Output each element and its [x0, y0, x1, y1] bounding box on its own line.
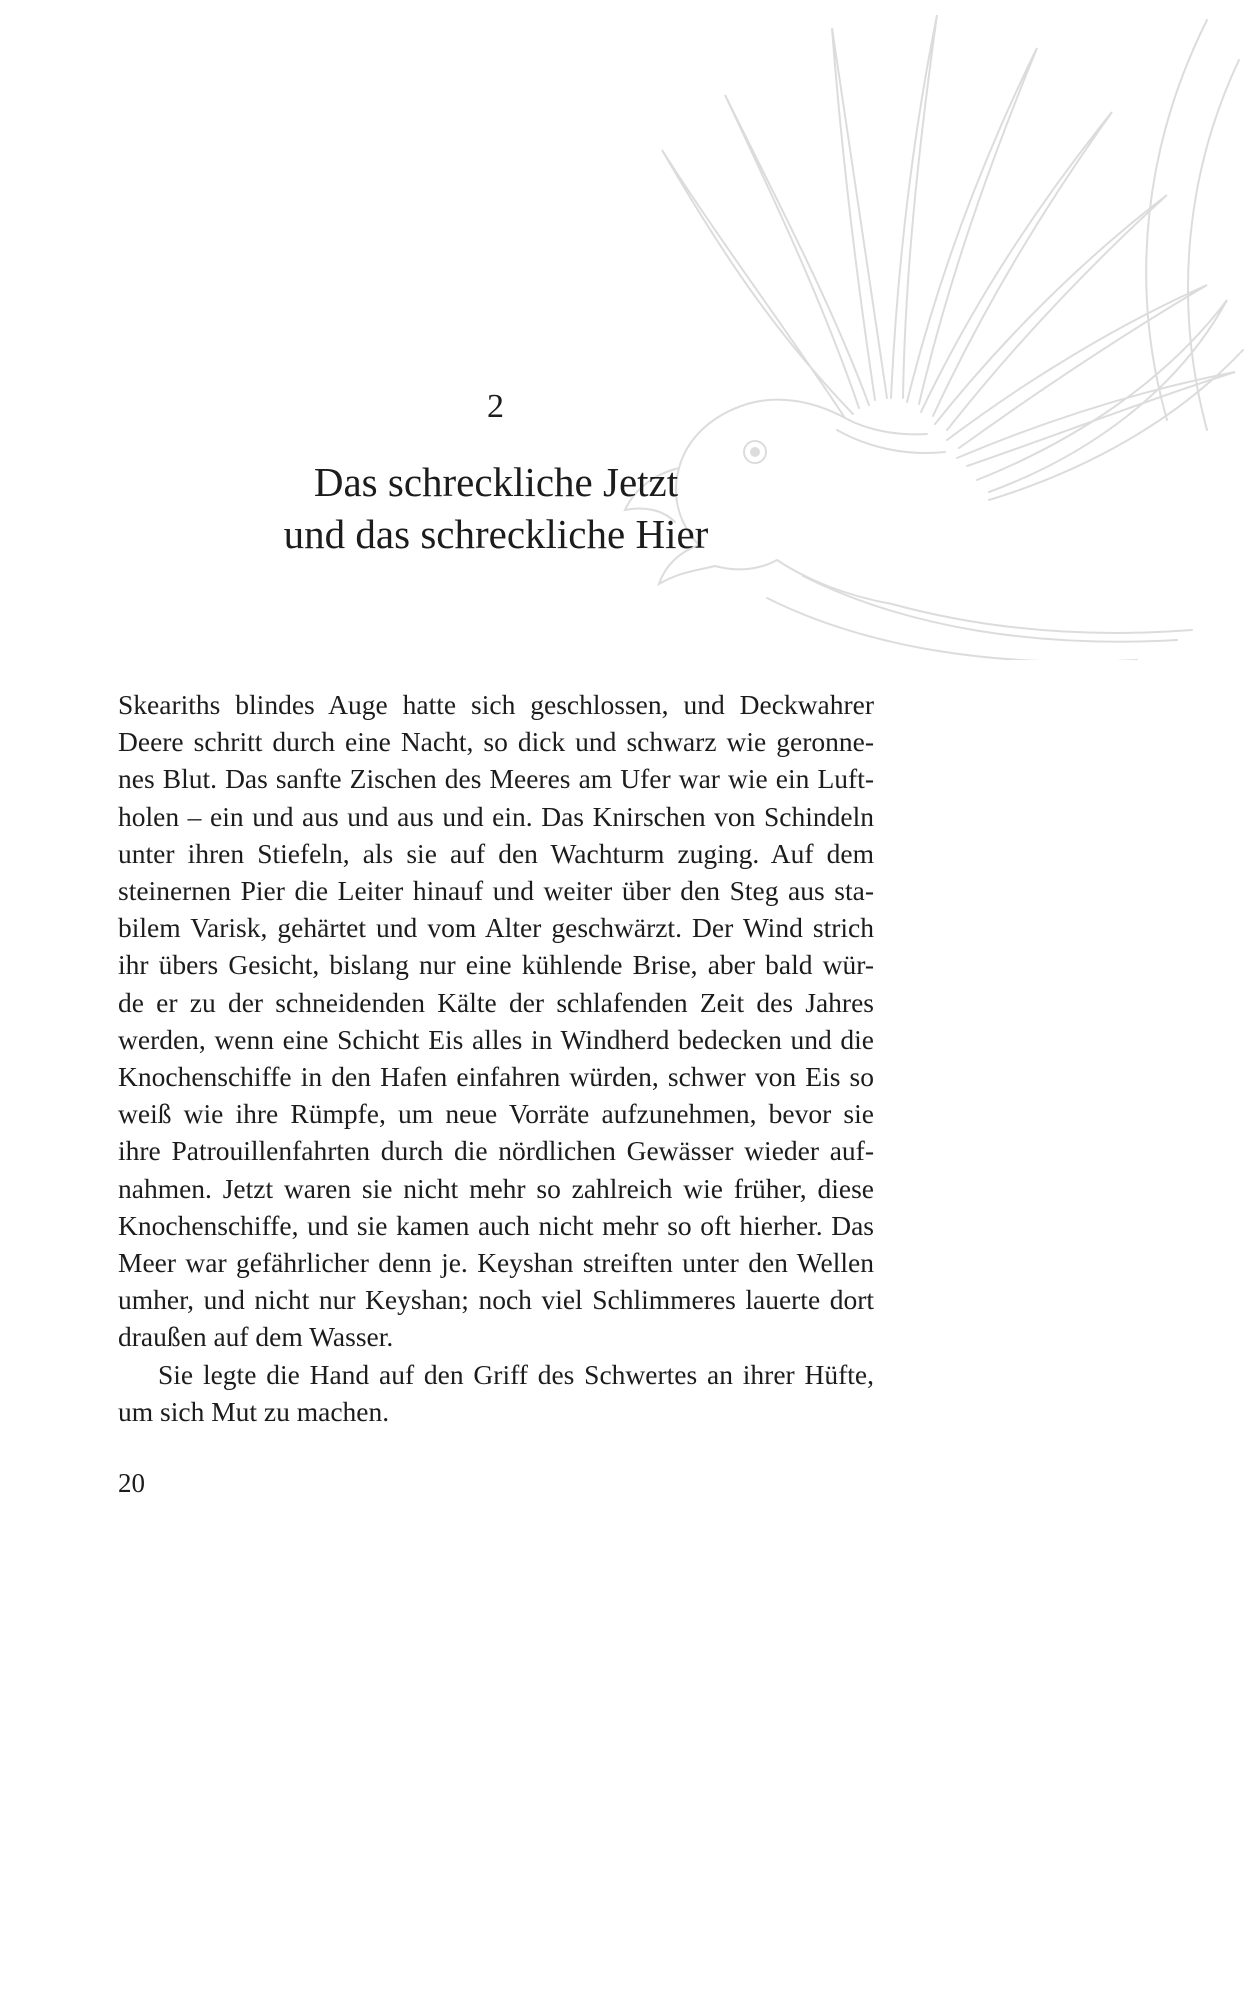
- body-text-line: holen – ein und aus und aus und ein. Das Knirschen von Schindeln: [118, 800, 874, 832]
- body-text-line: Sie legte die Hand auf den Griff des Schwertes an ihrer Hüfte,: [158, 1358, 874, 1390]
- chapter-title-line: Das schreckliche Jetzt: [313, 459, 679, 505]
- body-text-line: Knochenschiffe, und sie kamen auch nicht mehr so oft hierher. Das: [118, 1209, 874, 1241]
- body-text-line: umher, und nicht nur Keyshan; noch viel Schlimmeres lauerte dort: [118, 1284, 874, 1316]
- body-text-line: bilem Varisk, gehärtet und vom Alter geschwärzt. Der Wind strich: [118, 912, 874, 944]
- page-number: 20: [118, 1468, 145, 1498]
- body-text-line: steinernen Pier die Leiter hinauf und weiter über den Steg aus sta-: [118, 875, 874, 907]
- chapter-title: [118, 456, 874, 560]
- body-text-line: um sich Mut zu machen.: [118, 1395, 390, 1427]
- body-text-line: werden, wenn eine Schicht Eis alles in Windherd bedecken und die: [118, 1023, 874, 1055]
- body-text-line: de er zu der schneidenden Kälte der schlafenden Zeit des Jahres: [118, 986, 874, 1018]
- body-text-line: ihre Patrouillenfahrten durch die nördlichen Gewässer wieder auf-: [118, 1135, 874, 1167]
- body-text-line: Deere schritt durch eine Nacht, so dick und schwarz wie geronne-: [118, 726, 874, 758]
- body-text-line: Knochenschiffe in den Hafen einfahren würden, schwer von Eis so: [118, 1061, 874, 1093]
- body-text-line: nahmen. Jetzt waren sie nicht mehr so zahlreich wie früher, diese: [118, 1172, 874, 1204]
- body-text: [118, 686, 874, 1430]
- body-text-line: draußen auf dem Wasser.: [118, 1321, 394, 1353]
- chapter-title-line: und das schreckliche Hier: [283, 511, 709, 557]
- body-text-line: Meer war gefährlicher denn je. Keyshan streiften unter den Wellen: [118, 1247, 874, 1279]
- dragon-watermark-illustration: [607, 0, 1247, 660]
- chapter-number: 2: [487, 388, 505, 425]
- body-text-line: unter ihren Stiefeln, als sie auf den Wachturm zuging. Auf dem: [118, 837, 874, 869]
- body-text-line: weiß wie ihre Rümpfe, um neue Vorräte aufzunehmen, bevor sie: [118, 1098, 874, 1130]
- body-text-line: ihr übers Gesicht, bislang nur eine kühlende Brise, aber bald wür-: [118, 949, 874, 981]
- body-text-line: Skeariths blindes Auge hatte sich geschlossen, und Deckwahrer: [118, 689, 874, 720]
- body-text-line: nes Blut. Das sanfte Zischen des Meeres am Ufer war wie ein Luft-: [118, 763, 874, 795]
